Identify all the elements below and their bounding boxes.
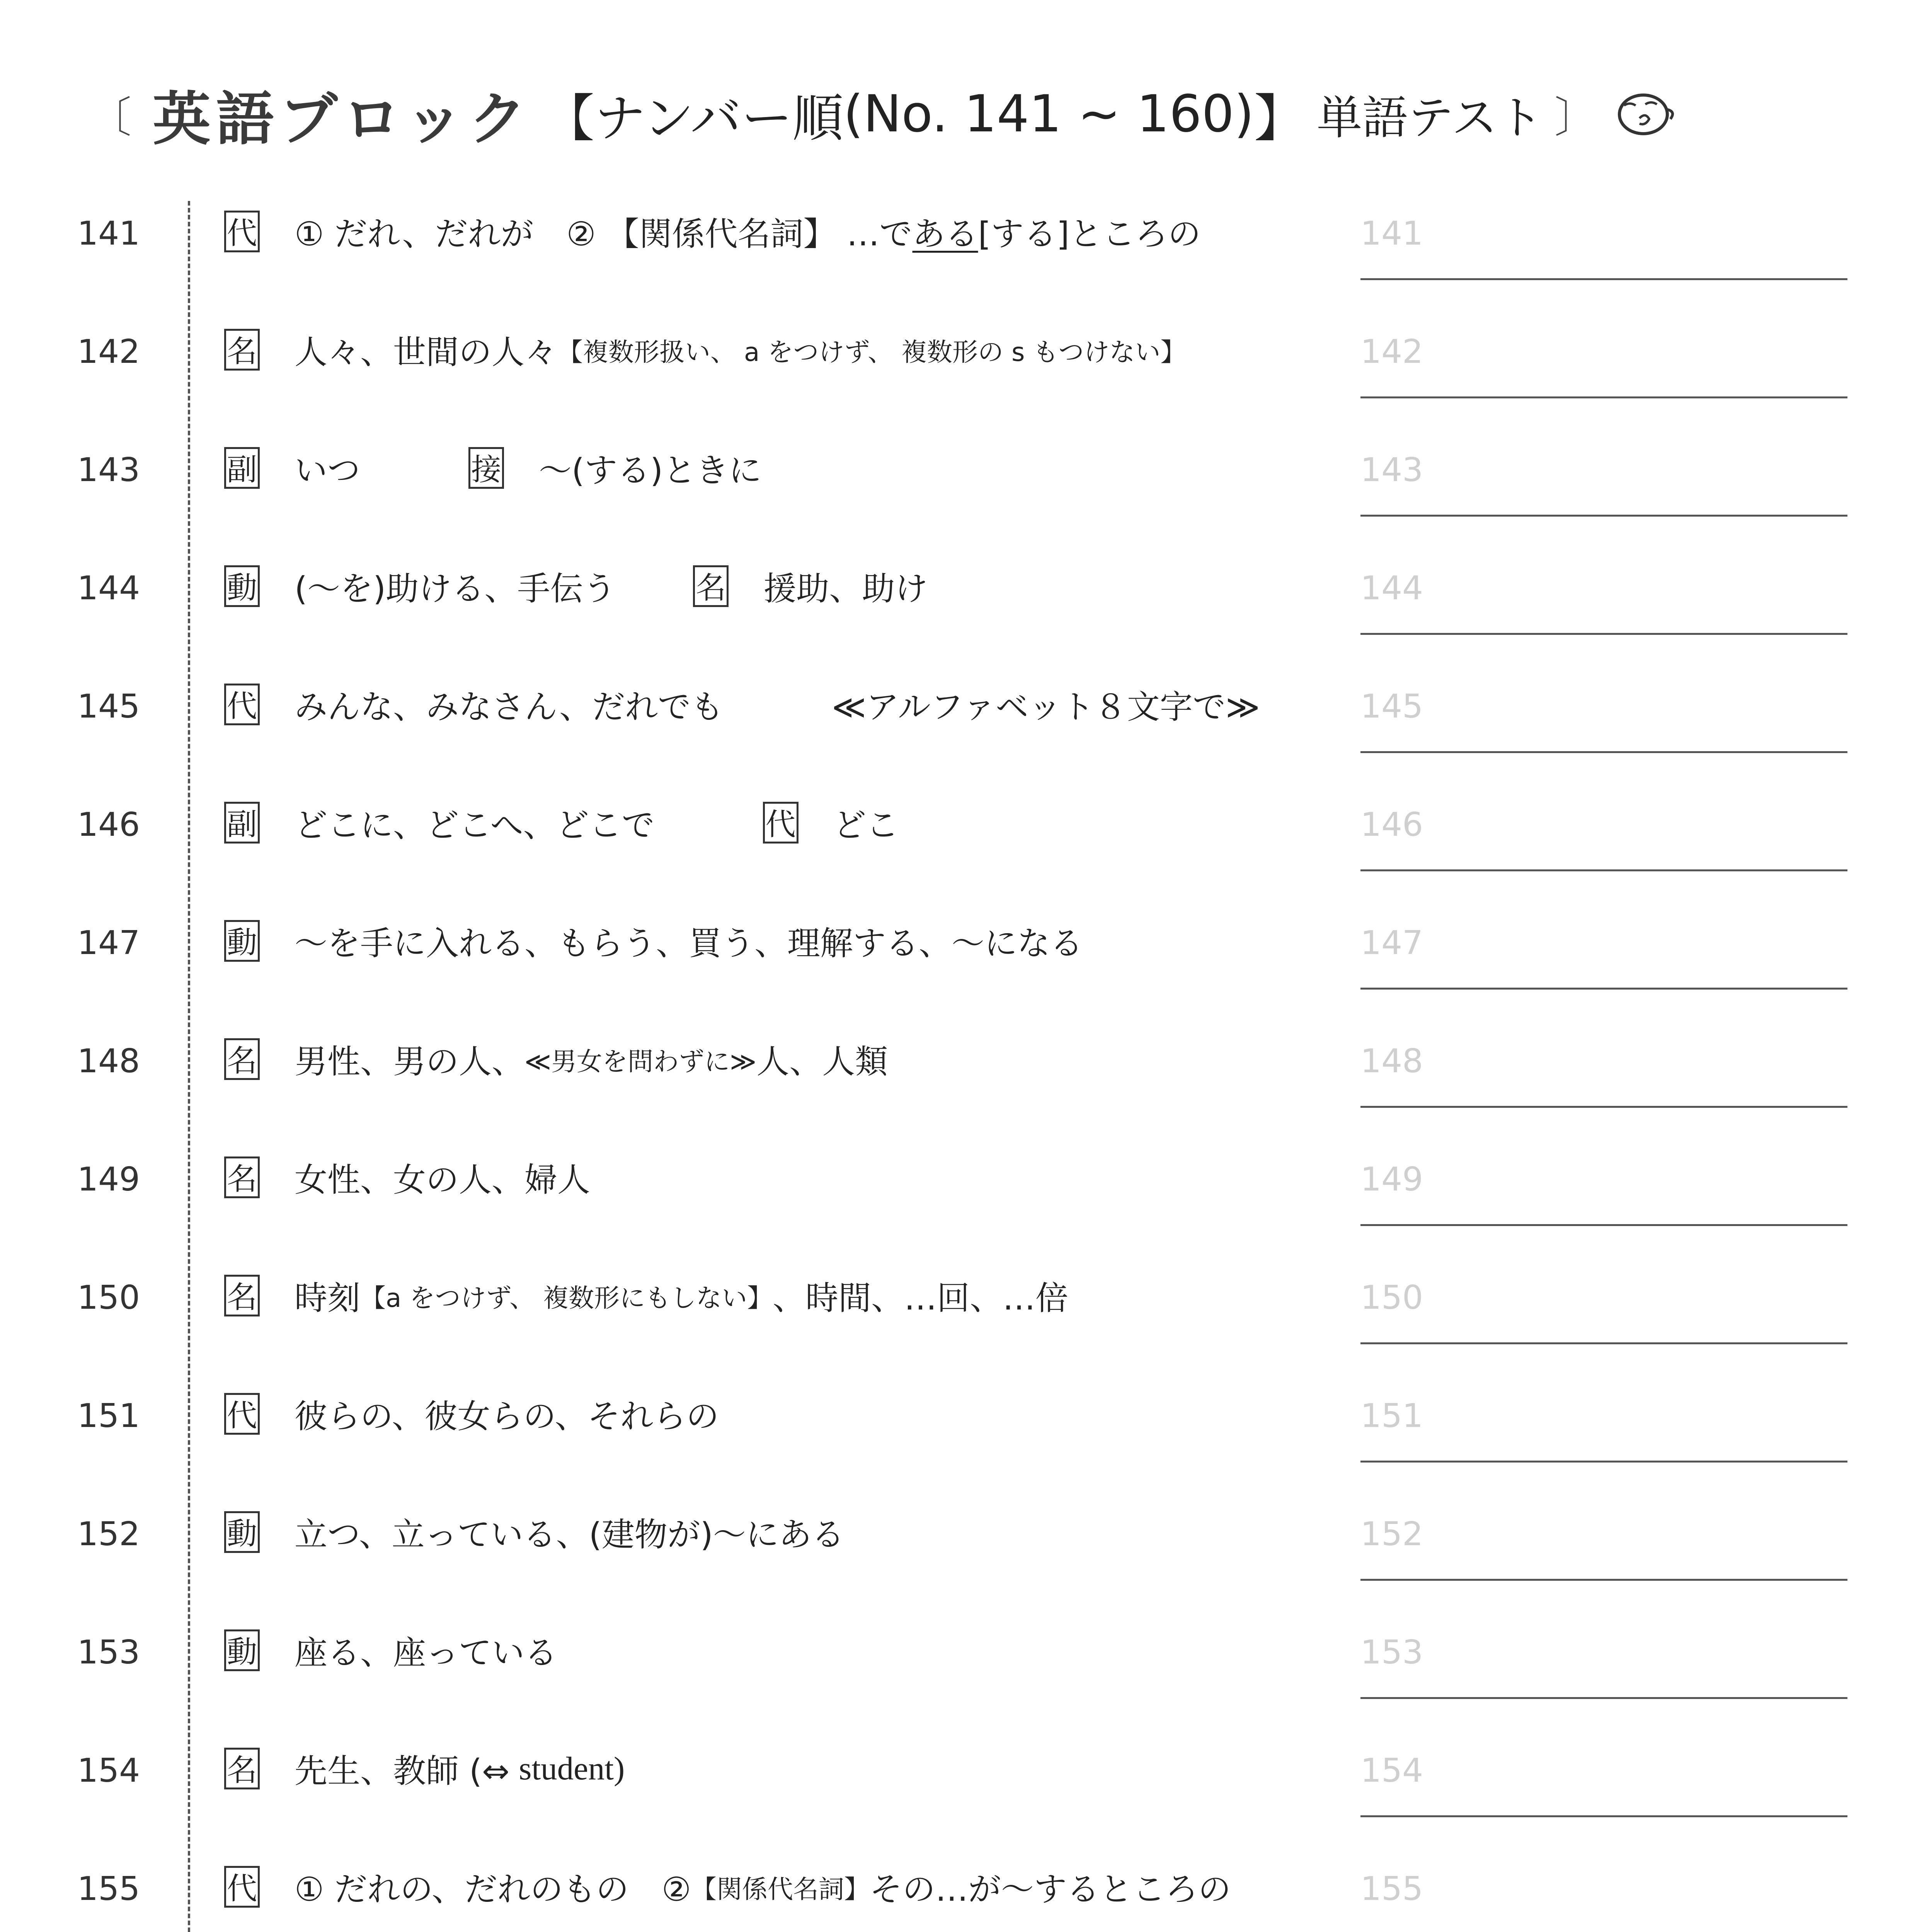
meaning-text: どこに、どこへ、どこで (295, 806, 655, 845)
meaning-text-2: どこ (833, 806, 899, 845)
item-number: 149 (77, 1160, 140, 1199)
page-title-range: (No. 141 ~ 160) (843, 84, 1254, 144)
meaning-note: 【a をつけず、 複数形にもしない】 (360, 1283, 773, 1313)
answer-number-hint: 152 (1360, 1515, 1423, 1553)
page-title: 【ナンバー順 (543, 89, 844, 148)
item-meaning (224, 326, 1186, 373)
header-bracket-open: 〔 (89, 93, 131, 142)
answer-blank[interactable] (1360, 1461, 1847, 1463)
item-number: 150 (77, 1279, 140, 1317)
vocab-row (0, 1124, 1917, 1240)
vocab-row (0, 532, 1917, 648)
part-of-speech-badge: 副 (224, 447, 260, 489)
item-meaning (224, 208, 1201, 255)
part-of-speech-badge: 代 (224, 1393, 260, 1435)
part-of-speech-badge: 名 (224, 329, 260, 371)
vocab-row (0, 1242, 1917, 1358)
answer-number-hint: 155 (1360, 1870, 1423, 1908)
answer-blank[interactable] (1360, 751, 1847, 753)
answer-blank[interactable] (1360, 633, 1847, 635)
brand-logo-text: 英語ブロック (153, 86, 532, 153)
meaning-text: 彼らの、彼女らの、それらの (295, 1398, 719, 1436)
item-number: 146 (77, 806, 140, 844)
part-of-speech-badge: 動 (224, 1629, 260, 1671)
vocab-row (0, 1005, 1917, 1121)
part-of-speech-badge: 代 (224, 684, 260, 725)
item-number: 145 (77, 687, 140, 726)
item-meaning (224, 1036, 888, 1083)
part-of-speech-badge: 名 (224, 1275, 260, 1316)
meaning-note: ≪男女を問わずに≫ (524, 1046, 757, 1077)
part-of-speech-badge: 動 (224, 920, 260, 962)
part-of-speech-badge: 名 (224, 1038, 260, 1080)
part-of-speech-badge-2: 接 (468, 447, 504, 489)
item-number: 148 (77, 1042, 140, 1080)
answer-number-hint: 151 (1360, 1397, 1423, 1435)
mascot-face-icon (1612, 88, 1678, 140)
answer-blank[interactable] (1360, 1342, 1847, 1344)
item-meaning (224, 1154, 590, 1201)
item-number: 144 (77, 569, 140, 607)
meaning-text: ～を手に入れる、もらう、買う、理解する、～になる (295, 925, 1083, 963)
item-number: 143 (77, 451, 140, 489)
item-number: 153 (77, 1633, 140, 1672)
answer-number-hint: 149 (1360, 1160, 1423, 1199)
item-meaning (224, 1272, 1068, 1319)
vocab-row (0, 1715, 1917, 1831)
meaning-underlined: ある (912, 215, 978, 253)
item-number: 141 (77, 214, 140, 253)
meaning-text: みんな、みなさん、だれでも (295, 688, 724, 726)
answer-number-hint: 141 (1360, 214, 1423, 253)
vocab-row (0, 887, 1917, 1003)
answer-number-hint: 154 (1360, 1752, 1423, 1790)
item-number: 155 (77, 1870, 140, 1908)
item-meaning (224, 1509, 844, 1556)
item-number: 147 (77, 924, 140, 962)
item-meaning (224, 1390, 719, 1437)
part-of-speech-badge: 名 (224, 1156, 260, 1198)
meaning-text: 男性、男の人、 (295, 1043, 525, 1081)
meaning-note: 【複数形扱い、 a をつけず、 複数形の s もつけない】 (557, 337, 1186, 367)
vocab-row (0, 296, 1917, 412)
vocab-row (0, 178, 1917, 294)
answer-number-hint: 148 (1360, 1042, 1423, 1080)
part-of-speech-badge: 代 (224, 211, 260, 252)
item-number: 151 (77, 1397, 140, 1435)
page-header (89, 66, 1678, 162)
item-meaning (224, 444, 761, 492)
item-meaning (224, 681, 1260, 728)
meaning-text-tail: 、時間、…回、…倍 (773, 1279, 1069, 1318)
answer-number-hint: 153 (1360, 1633, 1423, 1672)
part-of-speech-badge: 動 (224, 565, 260, 607)
meaning-hint: ≪アルファベット８文字で≫ (832, 688, 1260, 726)
meaning-text: 女性、女の人、婦人 (295, 1161, 591, 1199)
answer-number-hint: 145 (1360, 687, 1423, 726)
answer-number-hint: 150 (1360, 1279, 1423, 1317)
header-bracket-close: 〕 (1554, 93, 1597, 142)
answer-blank[interactable] (1360, 278, 1847, 280)
vocab-row (0, 1478, 1917, 1594)
part-of-speech-badge: 動 (224, 1511, 260, 1553)
answer-blank[interactable] (1360, 1697, 1847, 1699)
meaning-text: (～を)助ける、手伝う (295, 570, 616, 608)
item-meaning (224, 1627, 557, 1674)
part-of-speech-badge-2: 名 (693, 565, 729, 607)
answer-blank[interactable] (1360, 515, 1847, 517)
item-meaning (224, 1863, 1231, 1910)
part-of-speech-badge: 代 (224, 1866, 260, 1908)
page-title-close: 】 (1254, 89, 1305, 148)
part-of-speech-badge: 名 (224, 1748, 260, 1789)
meaning-text: ① だれの、だれのもの ② (295, 1871, 691, 1909)
meaning-text: いつ (295, 452, 361, 490)
meaning-english: student) (519, 1750, 625, 1787)
vocab-row (0, 1597, 1917, 1713)
answer-number-hint: 143 (1360, 451, 1423, 489)
answer-number-hint: 144 (1360, 569, 1423, 607)
answer-blank[interactable] (1360, 1579, 1847, 1581)
meaning-text: 立つ、立っている、(建物が)～にある (295, 1516, 844, 1554)
part-of-speech-badge: 副 (224, 802, 260, 844)
item-number: 154 (77, 1752, 140, 1790)
vocab-row (0, 1360, 1917, 1476)
answer-blank[interactable] (1360, 869, 1847, 871)
answer-number-hint: 147 (1360, 924, 1423, 962)
item-number: 142 (77, 333, 140, 371)
item-meaning (224, 1745, 625, 1792)
meaning-text-tail: 人、人類 (756, 1043, 888, 1081)
answer-blank[interactable] (1360, 1224, 1847, 1226)
meaning-text: ① だれ、だれが ② 【関係代名詞】 …で (295, 215, 913, 253)
answer-number-hint: 142 (1360, 333, 1423, 371)
meaning-text-2: ～(する)ときに (539, 452, 762, 490)
vocab-row (0, 769, 1917, 885)
item-number: 152 (77, 1515, 140, 1553)
vocab-row (0, 1833, 1917, 1932)
answer-blank[interactable] (1360, 1106, 1847, 1108)
vocab-row (0, 651, 1917, 767)
answer-blank[interactable] (1360, 988, 1847, 990)
item-meaning (224, 799, 899, 846)
meaning-note: 【関係代名詞】 (691, 1874, 870, 1904)
item-meaning (224, 917, 1083, 964)
item-meaning (224, 563, 928, 610)
answer-number-hint: 146 (1360, 806, 1423, 844)
meaning-text: 人々、世間の人々 (295, 333, 558, 372)
meaning-text: 時刻 (295, 1279, 361, 1318)
meaning-text-tail: [する]ところの (978, 215, 1201, 253)
vocab-row (0, 414, 1917, 530)
meaning-text-2: 援助、助け (763, 570, 928, 608)
meaning-text-tail: その…が～するところの (870, 1871, 1231, 1909)
meaning-text: 座る、座っている (295, 1634, 558, 1672)
page-subtitle: 単語テスト (1316, 91, 1543, 145)
answer-blank[interactable] (1360, 1815, 1847, 1817)
answer-blank[interactable] (1360, 396, 1847, 398)
meaning-text: 先生、教師 (⇔ (295, 1752, 510, 1791)
part-of-speech-badge-2: 代 (763, 802, 798, 844)
